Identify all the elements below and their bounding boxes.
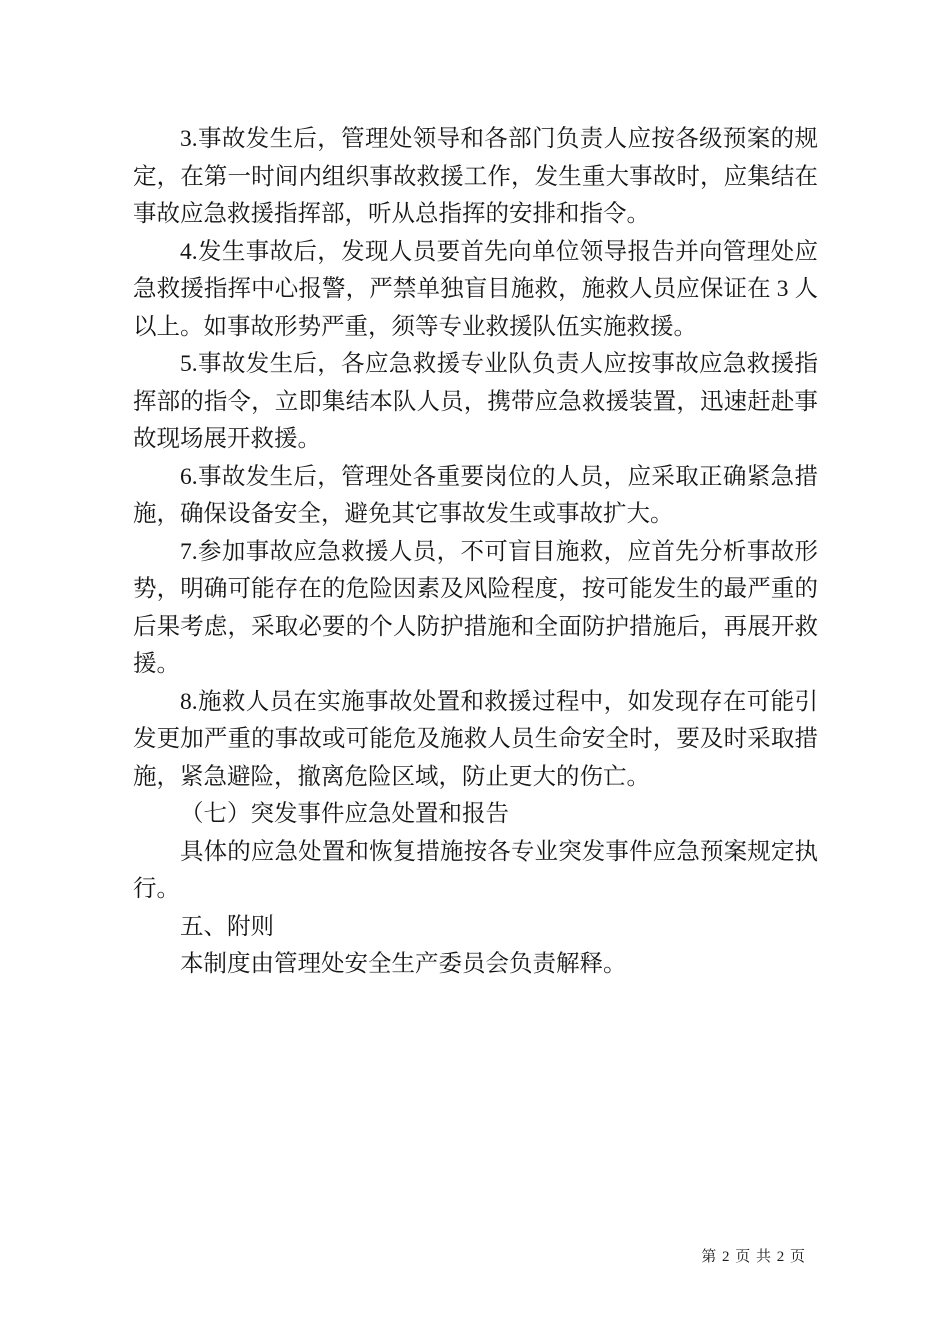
paragraph-item-8: 8.施救人员在实施事故处置和救援过程中，如发现存在可能引发更加严重的事故或可能危及施救人员生命安全时，要及时采取措施，紧急避险，撤离危险区域，防止更大的伤亡。 — [133, 688, 818, 790]
paragraph-item-7: 7.参加事故应急救援人员，不可盲目施救，应首先分析事故形势，明确可能存在的危险因素及风险程度，按可能发生的最严重的后果考虑，采取必要的个人防护措施和全面防护措施后，再展开救援。 — [133, 538, 818, 677]
paragraph-emergency-measures: 具体的应急处置和恢复措施按各专业突发事件应急预案规定执行。 — [133, 838, 818, 902]
document-body — [133, 121, 818, 984]
paragraph-item-4: 4.发生事故后，发现人员要首先向单位领导报告并向管理处应急救援指挥中心报警，严禁单独盲目施救，施救人员应保证在 3 人以上。如事故形势严重，须等专业救援队伍实施救援。 — [133, 238, 818, 340]
page-number-footer: 第 2 页 共 2 页 — [701, 1249, 806, 1265]
section-heading-supplementary-provisions: 五、附则 — [180, 913, 274, 940]
section-heading-emergency-response-report: （七）突发事件应急处置和报告 — [180, 801, 509, 827]
paragraph-interpretation: 本制度由管理处安全生产委员会负责解释。 — [180, 951, 627, 977]
paragraph-item-6: 6.事故发生后，管理处各重要岗位的人员，应采取正确紧急措施，确保设备安全，避免其它事故发生或事故扩大。 — [133, 463, 818, 527]
paragraph-item-3: 3.事故发生后，管理处领导和各部门负责人应按各级预案的规定，在第一时间内组织事故救援工作，发生重大事故时，应集结在事故应急救援指挥部，听从总指挥的安排和指令。 — [133, 126, 818, 227]
paragraph-item-5: 5.事故发生后，各应急救援专业队负责人应按事故应急救援指挥部的指令，立即集结本队人员，携带应急救援装置，迅速赶赴事故现场展开救援。 — [133, 351, 818, 452]
